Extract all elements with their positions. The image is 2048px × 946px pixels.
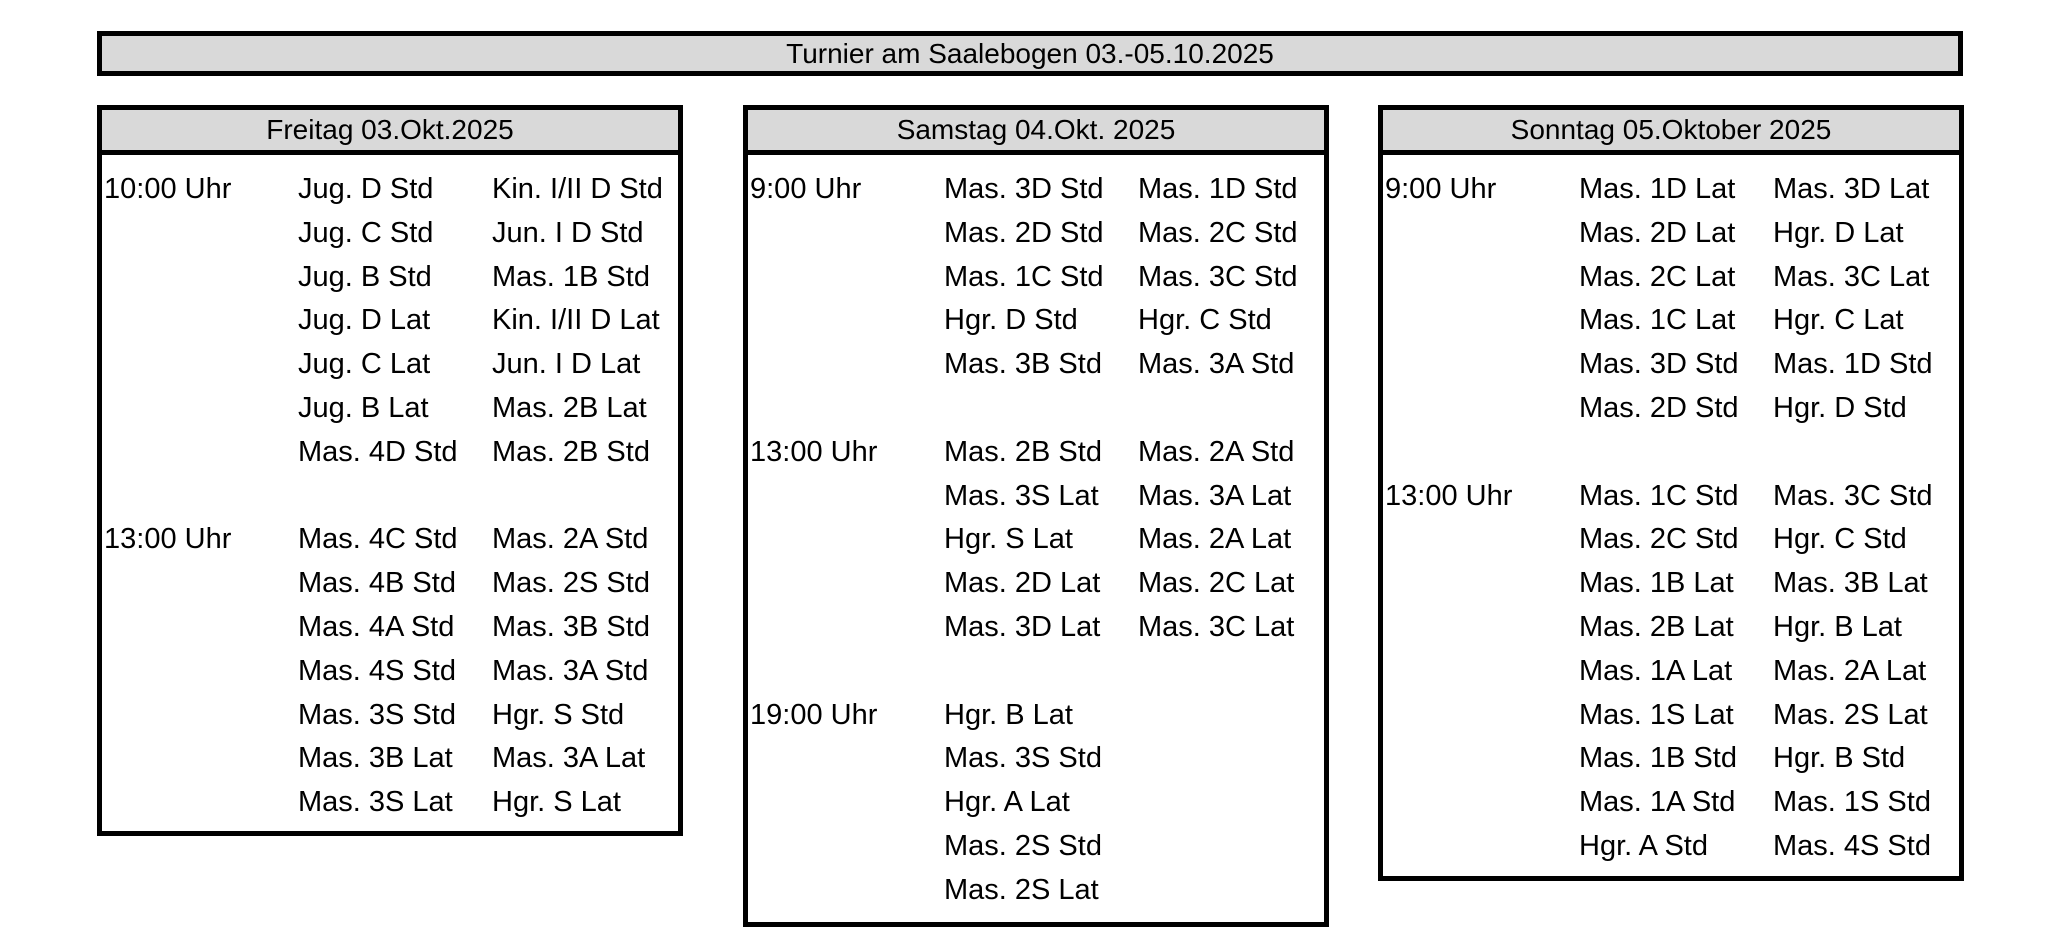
event-cell: Mas. 2S Lat [1773,698,1928,731]
event-cell: Hgr. A Lat [944,786,1070,819]
event-cell: Hgr. C Std [1773,523,1907,556]
event-cell: Jug. B Std [298,260,432,293]
event-cell: Mas. 3A Std [492,654,649,687]
event-cell: Mas. 1D Lat [1579,173,1736,205]
event-cell: Mas. 2A Lat [1773,654,1927,687]
event-cell: Hgr. A Std [1579,829,1708,862]
event-cell: Mas. 2C Std [1138,216,1298,249]
schedule-row [102,562,678,606]
schedule-row [1383,606,1959,650]
schedule-row [1383,168,1959,212]
schedule-row [748,781,1324,825]
event-cell: Hgr. C Std [1138,304,1272,337]
schedule-row [748,606,1324,650]
event-cell: Mas. 1D Std [1773,348,1933,381]
event-cell: Jug. D Std [298,173,434,205]
schedule-row [1383,737,1959,781]
event-cell: Mas. 3S Std [298,698,456,731]
event-cell: Hgr. B Lat [944,698,1073,731]
event-cell: Jug. C Lat [298,348,431,381]
page-title: Turnier am Saalebogen 03.-05.10.2025 [97,31,1963,76]
schedule-row [1383,562,1959,606]
schedule-row [102,475,678,519]
event-cell: Hgr. B Lat [1773,610,1902,643]
schedule-row [102,387,678,431]
schedule-row [748,869,1324,913]
day-header: Samstag 04.Okt. 2025 [748,110,1324,155]
event-cell: Mas. 2B Std [944,435,1102,468]
schedule-row [748,650,1324,694]
schedule-row [748,387,1324,431]
event-cell: Hgr. B Std [1773,742,1906,775]
event-cell: Mas. 3A Std [1138,348,1295,381]
schedule-row [1383,694,1959,738]
event-cell: Jun. I D Std [492,216,644,249]
event-cell: Kin. I/II D Lat [492,304,660,337]
event-cell: Mas. 1S Std [1773,786,1931,819]
event-cell: Hgr. D Std [944,304,1078,337]
schedule-row [748,343,1324,387]
event-cell: Kin. I/II D Std [492,173,663,205]
schedule-row [748,518,1324,562]
event-cell: Mas. 2B Lat [1579,610,1734,643]
event-cell: Hgr. S Std [492,698,625,731]
day-header: Sonntag 05.Oktober 2025 [1383,110,1959,155]
time-slot: 19:00 Uhr [750,698,878,731]
event-cell: Mas. 3C Lat [1138,610,1295,643]
event-cell: Jug. D Lat [298,304,431,337]
event-cell: Jun. I D Lat [492,348,641,381]
event-cell: Mas. 2D Lat [1579,216,1736,249]
event-cell: Mas. 2C Std [1579,523,1739,556]
day-panel-friday [97,105,683,836]
event-cell: Mas. 3S Lat [944,479,1099,512]
schedule-row [1383,650,1959,694]
schedule-row [102,343,678,387]
event-cell: Mas. 1B Std [1579,742,1737,775]
schedule-row [1383,299,1959,343]
event-cell: Mas. 3S Lat [298,786,453,819]
schedule-row [102,650,678,694]
schedule-row [1383,825,1959,869]
schedule-list [102,155,678,825]
schedule-row [1383,518,1959,562]
time-slot: 10:00 Uhr [104,173,232,205]
schedule-row [102,299,678,343]
time-slot: 13:00 Uhr [1385,479,1513,512]
schedule-row [1383,387,1959,431]
schedule-row [102,518,678,562]
schedule-row [1383,781,1959,825]
event-cell: Mas. 1B Std [492,260,650,293]
schedule-row [748,256,1324,300]
event-cell: Mas. 4S Std [1773,829,1931,862]
schedule-row [748,694,1324,738]
schedule-row [748,299,1324,343]
event-cell: Mas. 3A Lat [1138,479,1292,512]
schedule-row [748,825,1324,869]
event-cell: Mas. 3D Lat [1773,173,1930,205]
event-cell: Hgr. S Lat [492,786,621,819]
schedule-row [102,168,678,212]
time-slot: 13:00 Uhr [750,435,878,468]
event-cell: Mas. 3B Std [944,348,1102,381]
schedule-row [1383,212,1959,256]
event-cell: Mas. 1D Std [1138,173,1298,205]
event-cell: Mas. 1S Lat [1579,698,1734,731]
event-cell: Mas. 2A Std [1138,435,1295,468]
schedule-row [1383,343,1959,387]
schedule-list [1383,155,1959,869]
event-cell: Mas. 2D Lat [944,567,1101,600]
event-cell: Mas. 3B Std [492,610,650,643]
day-panel-sunday [1378,105,1964,881]
event-cell: Mas. 4A Std [298,610,455,643]
schedule-row [102,606,678,650]
event-cell: Mas. 2C Lat [1138,567,1295,600]
event-cell: Mas. 3C Lat [1773,260,1930,293]
event-cell: Mas. 4S Std [298,654,456,687]
schedule-row [102,431,678,475]
schedule-row [102,212,678,256]
event-cell: Mas. 1C Std [1579,479,1739,512]
event-cell: Jug. B Lat [298,391,429,424]
event-cell: Mas. 2A Std [492,523,649,556]
schedule-row [1383,475,1959,519]
schedule-row [102,781,678,825]
time-slot: 13:00 Uhr [104,523,232,556]
schedule-row [102,737,678,781]
event-cell: Mas. 3A Lat [492,742,646,775]
day-header: Freitag 03.Okt.2025 [102,110,678,155]
event-cell: Mas. 1C Lat [1579,304,1736,337]
event-cell: Mas. 3S Std [944,742,1102,775]
event-cell: Mas. 2B Std [492,435,650,468]
event-cell: Mas. 1B Lat [1579,567,1734,600]
time-slot: 9:00 Uhr [1385,173,1497,205]
event-cell: Mas. 2B Lat [492,391,647,424]
schedule-row [748,168,1324,212]
event-cell: Mas. 4B Std [298,567,456,600]
event-cell: Mas. 3C Std [1773,479,1933,512]
event-cell: Mas. 1C Std [944,260,1104,293]
event-cell: Mas. 1A Lat [1579,654,1733,687]
schedule-row [748,431,1324,475]
event-cell: Mas. 2D Std [1579,391,1739,424]
event-cell: Mas. 3D Lat [944,610,1101,643]
schedule-row [102,694,678,738]
event-cell: Hgr. D Lat [1773,216,1904,249]
event-cell: Mas. 2A Lat [1138,523,1292,556]
event-cell: Mas. 3D Std [944,173,1104,205]
event-cell: Mas. 2S Std [944,829,1102,862]
event-cell: Mas. 2D Std [944,216,1104,249]
event-cell: Hgr. C Lat [1773,304,1904,337]
schedule-row [748,475,1324,519]
day-panel-saturday [743,105,1329,927]
schedule-row [1383,256,1959,300]
event-cell: Mas. 3B Lat [1773,567,1928,600]
event-cell: Mas. 3B Lat [298,742,453,775]
schedule-row [102,256,678,300]
schedule-row [1383,431,1959,475]
event-cell: Mas. 2S Lat [944,873,1099,906]
time-slot: 9:00 Uhr [750,173,862,205]
event-cell: Hgr. S Lat [944,523,1073,556]
schedule-row [748,562,1324,606]
schedule-row [748,737,1324,781]
schedule-list [748,155,1324,913]
event-cell: Mas. 3C Std [1138,260,1298,293]
event-cell: Hgr. D Std [1773,391,1907,424]
event-cell: Jug. C Std [298,216,434,249]
event-cell: Mas. 2S Std [492,567,650,600]
schedule-row [748,212,1324,256]
event-cell: Mas. 2C Lat [1579,260,1736,293]
event-cell: Mas. 4D Std [298,435,458,468]
event-cell: Mas. 3D Std [1579,348,1739,381]
event-cell: Mas. 1A Std [1579,786,1736,819]
event-cell: Mas. 4C Std [298,523,458,556]
